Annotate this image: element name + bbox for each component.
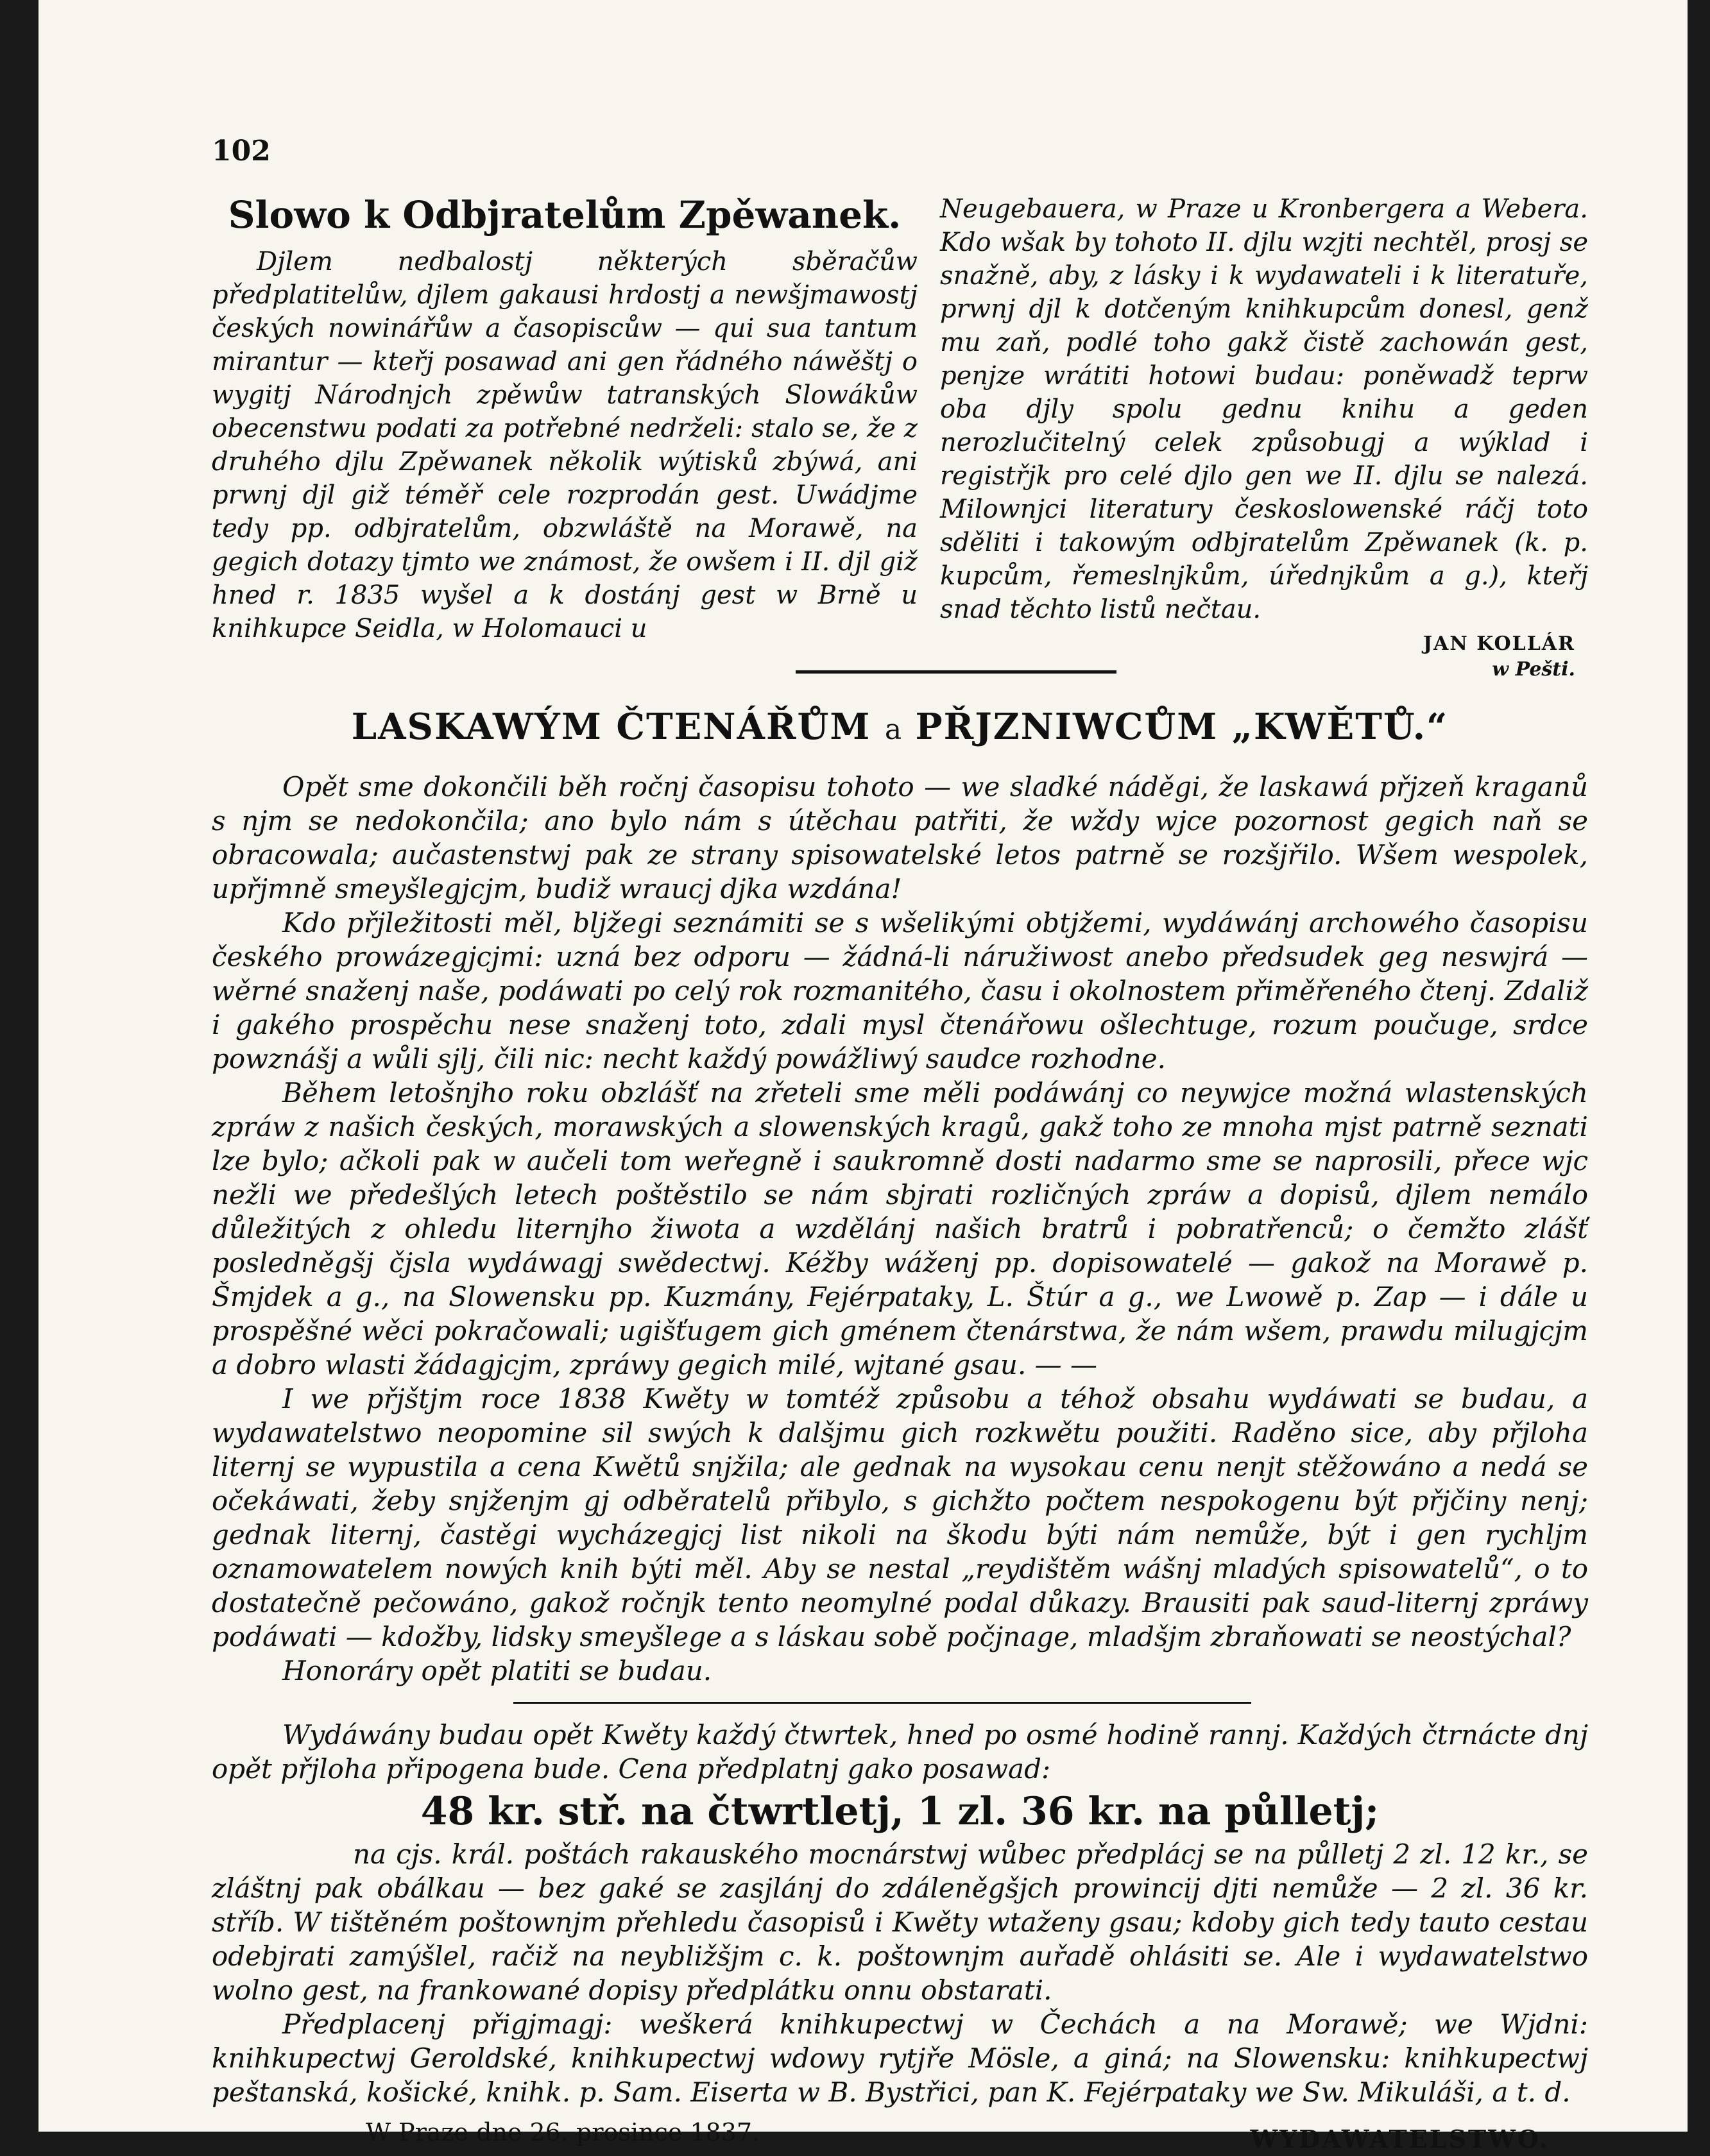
body-paragraph: Honoráry opět platiti se budau. — [282, 1655, 712, 1686]
body-paragraph: I we přjštjm roce 1838 Kwěty w tomtéž způsobu a téhož obsahu wydáwati se budau, a wydawatelstwo neopomine sil swých k dalšjmu gich rozkwětu použiti. Raděno sice, aby přjloha liternj se wypustila a cena Kwětů snjžila; ale gednak na wysokau cenu nenjt stěžowáno a nedá se očekáwati, žeby snjženjm gj odběratelů přibylo, s gichžto počtem nespokogenu být přjčiny nenj; gednak liternj, častěgi wycházegjcj list nikoli na škodu býti nám nemůže, být i gen rychljm oznamowatelem nowých knih býti měl. Aby se nestal „reydištěm wášnj mladých spisowatelů“, o to dostatečně pečowáno, gakož ročnjk tento neomylné podal důkazy. Brausiti pak saud-liternj zpráwy podáwati — kdožby, lidsky smeyšlege a s láskau sobě počjnage, mladšjm zbraňowati se neostýchal? — [212, 1383, 1588, 1652]
left-article-title: Slowo k Odbjratelům Zpěwanek. — [228, 193, 902, 237]
divider-rule — [513, 1702, 1251, 1704]
closing-line — [212, 2116, 1588, 2154]
author-name: JAN KOLLÁR — [1423, 632, 1575, 655]
body-paragraph: Kdo přjležitosti měl, bljžegi seznámiti se s wšelikými obtjžemi, wydáwánj archowého časopisu českého prowázegjcjmi: uzná bez odporu — žádná-li náružiwost anebo předsudek geg neswjrá — wěrné snaženj naše, podáwati po celý rok rozmanitého, času i okolnostem přiměřeného čtenj. Zdaliž i gakého prospěchu nese snaženj toto, zdali mysl čtenářowu ošlechtuge, rozum poučuge, srdce powznášj a wůli sjlj, čili nic: necht každý powážliwý saudce rozhodne. — [212, 907, 1588, 1074]
postal-info: na cjs. král. poštách rakauského mocnárstwj wůbec předplácj se na půlletj 2 zl. 12 kr., se zláštnj pak obálkau — bez gaké se zasjlánj do zdáleněgšjch prowincij djti nemůže — 2 zl. 36 kr. stříb. W tištěném poštownjm přehledu časopisů i Kwěty wtaženy gsau; kdoby gich tedy tauto cestau odebjrati zamýšlel, račiž na neybližšjm c. k. poštownjm auřadě ohlásiti se. Ale i wydawatelstwo wolno gest, na frankowané dopisy předplátku onnu obstarati. — [212, 1838, 1588, 2006]
subscription-price: 48 kr. stř. na čtwrtletj, 1 zl. 36 kr. na půlletj; — [420, 1789, 1380, 1834]
section-title — [212, 706, 1588, 748]
body-paragraph: Opět sme dokončili běh ročnj časopisu tohoto — we sladké náděgi, že laskawá přjzeň kraganů s njm se nedokončila; ano bylo nám s útěchau patřiti, že wždy wjce pozornost gegich naň se obracowala; aučastenstwj pak ze strany spisowatelské letos patrně se rozšjřilo. Wšem wespolek, upřjmně smeyšlegjcjm, budiž wraucj djka wzdána! — [212, 771, 1588, 904]
section-body — [212, 770, 1588, 2154]
right-article-text: Neugebauera, w Praze u Kronbergera a Webera. Kdo wšak by tohoto II. djlu wzjti nechtěl, prosj se snažně, aby, z lásky i k wydawateli i k literatuře, prwnj djl k dotčeným knihkupcům donesl, genž mu zaň, podlé toho gakž čistě zachowán gest, penjze wrátiti hotowi budau: poněwadž teprw oba djly spolu gednu knihu a geden nerozlučitelný celek způsobugj a wýklad i registřjk pro celé djlo gen we II. djlu se nalezá. Milownjci literatury českoslowenské ráčj toto sděliti i takowým odbjratelům Zpěwanek (k. p. kupcům, řemeslnjkům, úřednjkům a g.), kteřj snad těchto listů nečtau. — [940, 194, 1588, 624]
subscription-intro: Wydáwány budau opět Kwěty každý čtwrtek, hned po osmé hodině rannj. Každých čtrnácte dnj opět přjloha připogena bude. Cena předplatnj gako posawad: — [212, 1719, 1588, 1785]
divider-rule — [796, 670, 1116, 674]
left-article — [212, 192, 918, 645]
section-title-part2: PŘJZNIWCŮM „KWĚTŮ.“ — [915, 706, 1449, 748]
right-article — [940, 192, 1588, 683]
article-signature — [940, 631, 1588, 683]
bookstores-info: Předplacenj přigjmagj: weškerá knihkupectwj w Čechách a na Morawě; we Wjdni: knihkupectwj Geroldské, knihkupectwj wdowy rytjře Mösle, a giná; na Slowensku: knihkupectwj peštanská, košické, knihk. p. Sam. Eiserta w B. Bystřici, pan K. Fejérpataky we Sw. Mikuláši, a t. d. — [212, 2008, 1588, 2108]
newspaper-page — [38, 0, 1688, 2153]
body-paragraph: Během letošnjho roku obzlášť na zřeteli sme měli podáwánj co neywjce možná wlastenských zpráw z našich českých, morawských a slowenských kragů, gakž toho ze mnoha mjst patrně seznati lze bylo; ačkoli pak w aučeli tom weřegně i saukromně dosti nadarmo sme se naprosili, přece wjc nežli we předešlých letech poštěstilo se nám sbjrati rozličných zpráw a dopisů, djlem nemálo důležitých z ohledu liternjho žiwota a wzdělánj našich bratrů i pobratřenců; o čemžto zlášť posledněgšj čjsla wydáwagj swědectwj. Kéžby wáženj pp. dopisowatelé — gakož na Morawě p. Šmjdek a g., na Slowensku pp. Kuzmány, Fejérpataky, L. Štúr a g., we Lwowě p. Zap — i dále u prospěšné wěci pokračowali; ugišťugem gich gménem čtenárstwa, že nám wšem, prawdu milugjcjm a dobro wlasti žádagjcjm, zpráwy gegich milé, wjtané gsau. — — — [212, 1077, 1588, 1380]
section-title-conjunction: a — [884, 713, 902, 746]
section-title-part1: LASKAWÝM ČTENÁŘŮM — [351, 706, 871, 748]
page-number: 102 — [212, 135, 271, 167]
date-line: W Praze dne 26. prosince 1837. — [366, 2118, 760, 2146]
author-place: w Pešti. — [1492, 658, 1575, 681]
publisher-signature: WYDAWATELSTWO. — [1250, 2125, 1550, 2153]
left-article-text: Djlem nedbalostj některých sběračůw předplatitelůw, djlem gakausi hrdostj a newšjmawostj českých nowinářůw a časopiscůw — qui sua tantum mirantur — kteřj posawad ani gen řádného náwěštj o wygitj Národnjch zpěwůw tatranských Slowákůw obecenstwu podati za potřebné nedrželi: stalo se, že z druhého djlu Zpěwanek několik wýtisků zbýwá, ani prwnj djl giž téměř cele rozprodán gest. Uwádjme tedy pp. odbjratelům, obzwláště na Morawě, na gegich dotazy tjmto we známost, že owšem i II. djl giž hned r. 1835 wyšel a k dostánj gest w Brně u knihkupce Seidla, w Holomauci u — [212, 247, 918, 643]
